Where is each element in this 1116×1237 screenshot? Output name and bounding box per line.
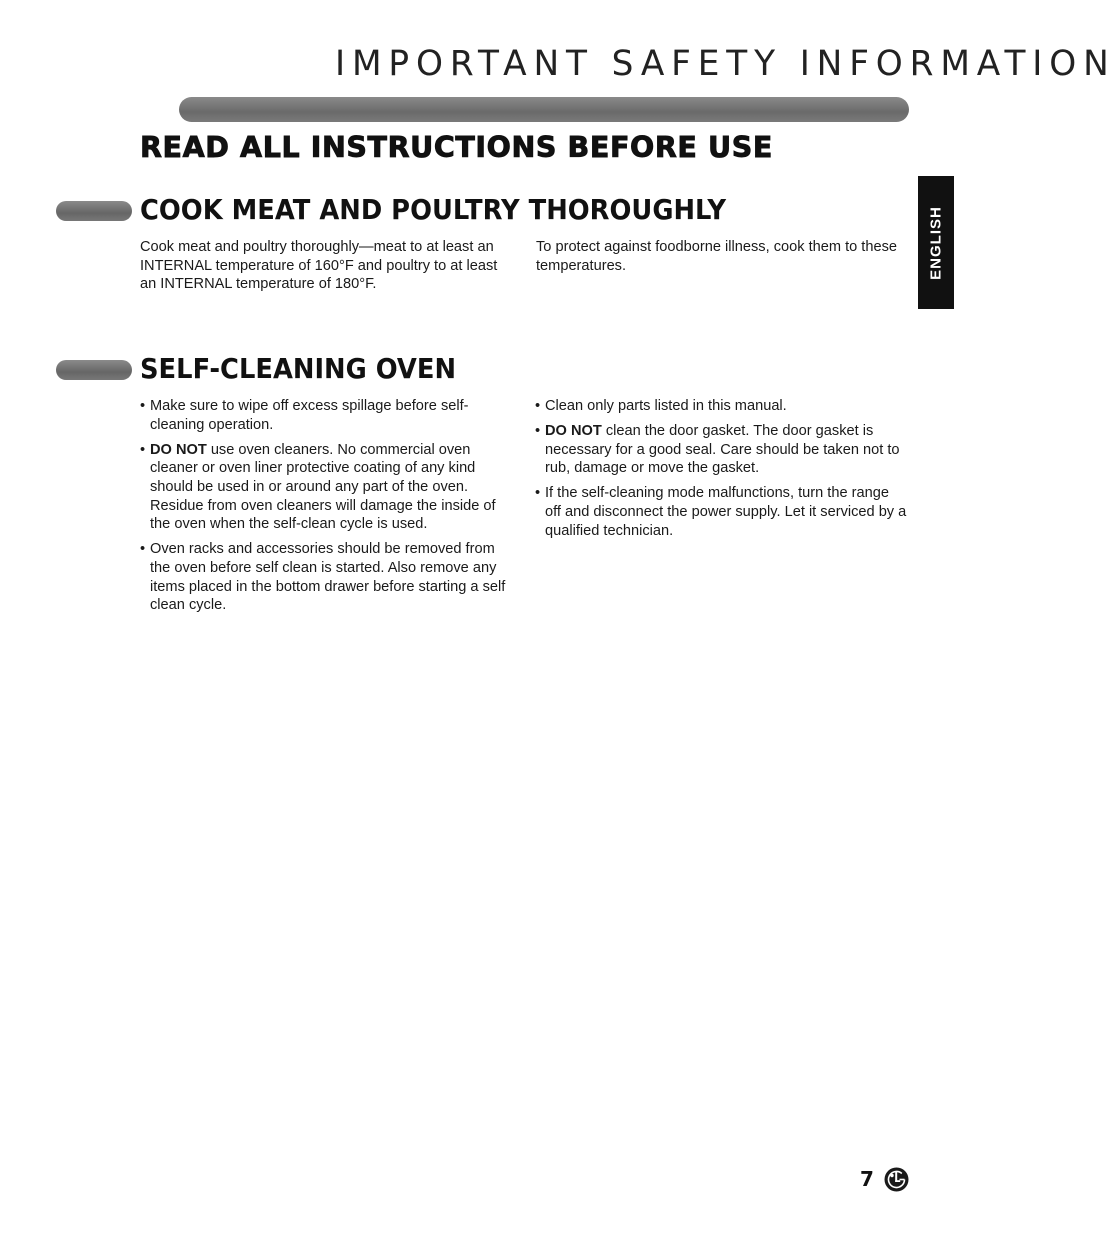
cook-meat-paragraph: Cook meat and poultry thoroughly—meat to at least an INTERNAL temperature of 160°F and poultry to at least an INTERNAL temperature of 180°F. [140, 239, 498, 293]
section-marker-pill [56, 201, 132, 221]
list-item [535, 397, 907, 416]
page-number: 7 [860, 1167, 874, 1191]
list-item [535, 484, 907, 540]
self-cleaning-right-list [535, 397, 907, 540]
self-cleaning-left-list [140, 397, 512, 615]
list-item [140, 540, 512, 615]
emphasis: DO NOT [150, 441, 207, 458]
main-heading: READ ALL INSTRUCTIONS BEFORE USE [140, 131, 773, 164]
section-heading-self-cleaning: SELF-CLEANING OVEN [140, 352, 457, 385]
page-title: IMPORTANT SAFETY INFORMATION [335, 44, 1116, 84]
bullet: • [140, 541, 146, 558]
list-item [140, 397, 512, 434]
list-item-text: Oven racks and accessories should be removed from the oven before self clean is started. Also remove any items placed in the bottom drawer before starting a self clean cycle. [150, 541, 506, 614]
emphasis: DO NOT [545, 422, 602, 439]
cook-meat-left-column [140, 238, 512, 294]
self-cleaning-right-column [535, 397, 907, 546]
list-item-text: Make sure to wipe off excess spillage before self-cleaning operation. [150, 398, 469, 433]
list-item-text: Clean only parts listed in this manual. [545, 398, 787, 414]
bullet: • [140, 398, 146, 414]
language-tab [918, 176, 954, 309]
list-item-text: use oven cleaners. No commercial oven cleaner or oven liner protective coating of any kind should be used in or around any part of the oven. Residue from oven cleaners will damage the inside of the oven when the self-clean cycle is used. [150, 441, 496, 533]
section-heading-cook-meat: COOK MEAT AND POULTRY THOROUGHLY [140, 193, 727, 226]
list-item-text: If the self-cleaning mode malfunctions, turn the range off and disconnect the power supply. Let it serviced by a qualified technician. [545, 485, 907, 539]
lg-logo-icon [884, 1167, 909, 1192]
list-item [535, 422, 907, 478]
bullet: • [535, 485, 541, 502]
list-item [140, 441, 512, 535]
bullet: • [140, 441, 146, 458]
foodborne-illness-paragraph: To protect against foodborne illness, cook them to these temperatures. [536, 239, 898, 274]
header-bar [179, 97, 909, 122]
bullet: • [535, 422, 541, 439]
cook-meat-right-column [536, 238, 908, 275]
list-item-text: clean the door gasket. The door gasket is necessary for a good seal. Care should be taken not to rub, damage or move the gasket. [545, 422, 900, 477]
self-cleaning-left-column [140, 397, 512, 621]
section-marker-pill [56, 360, 132, 380]
language-tab-label: ENGLISH [927, 205, 945, 280]
bullet: • [535, 398, 541, 414]
